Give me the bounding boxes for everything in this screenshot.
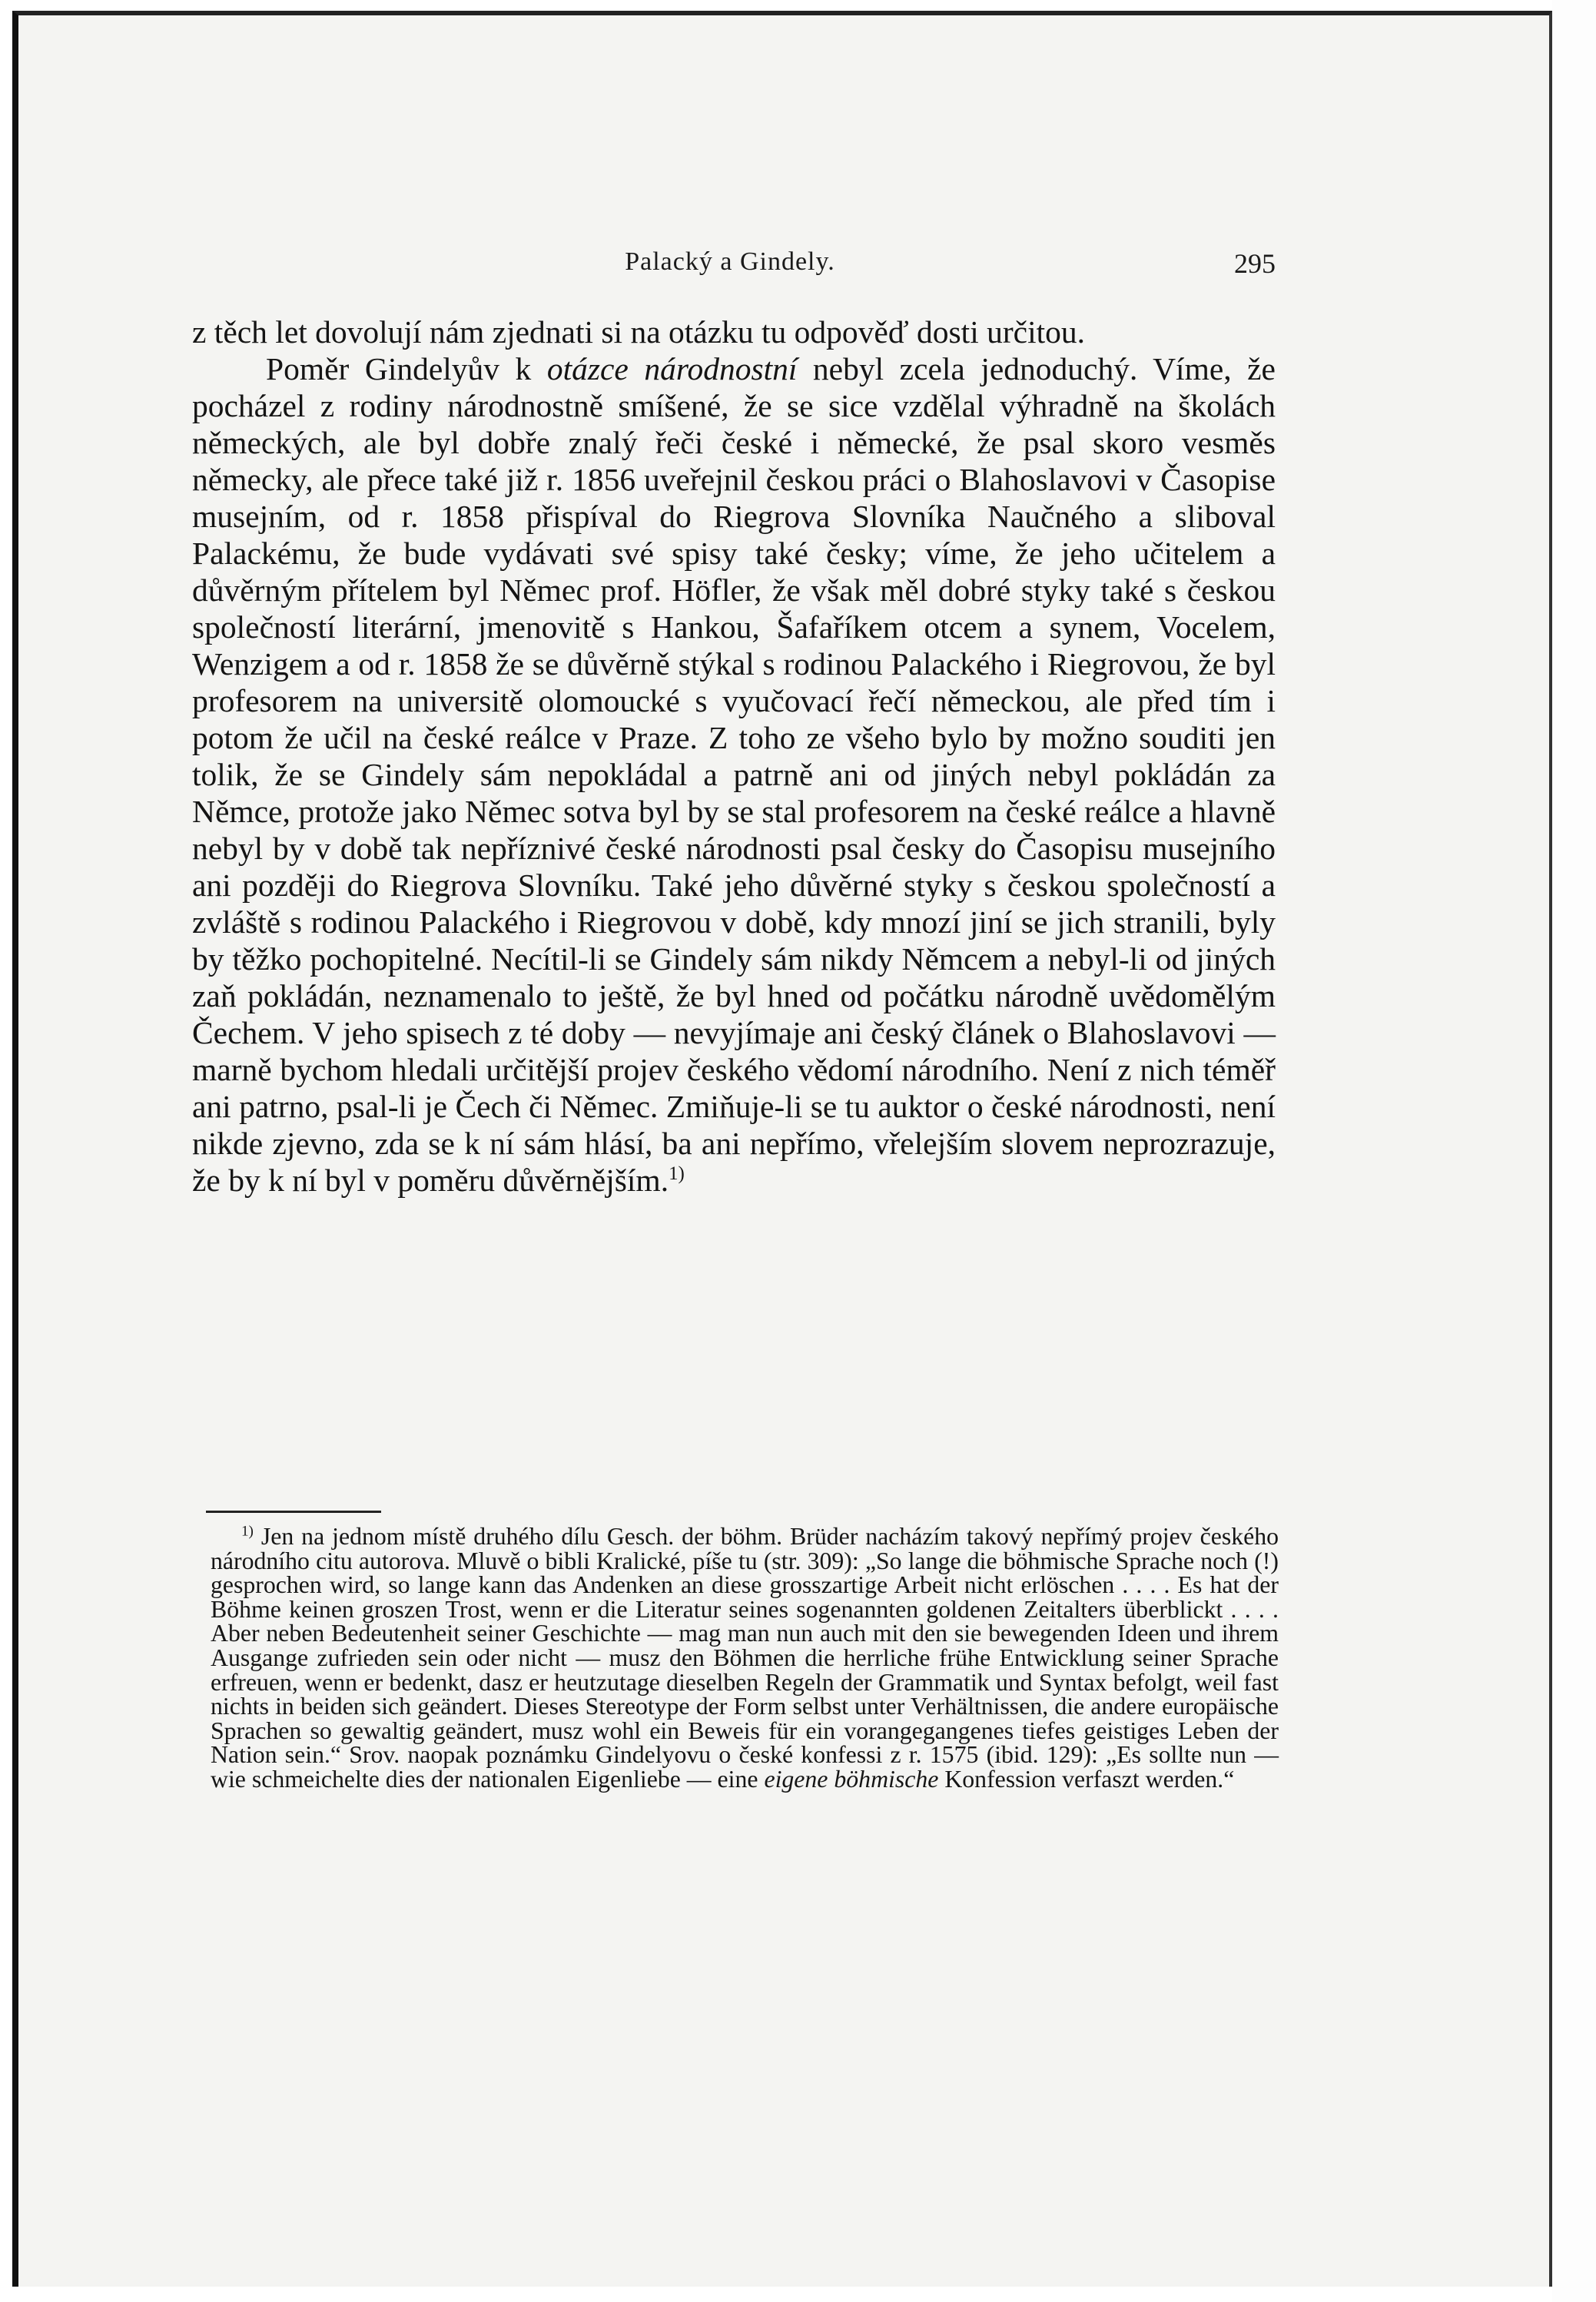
scan-margin — [1552, 0, 1596, 2302]
footnote-separator — [206, 1511, 381, 1513]
running-title: Palacký a Gindely. — [625, 247, 835, 276]
main-text — [192, 313, 1276, 1199]
footnote-reference: 1) — [669, 1163, 685, 1185]
emphasis-term: otázce národnostní — [546, 351, 798, 386]
footnote-text-1: Jen na jednom místě druhého dílu Gesch. der böhm. Brüder nacházím takový nepřímý projev českého národního citu autorova. Mluvě o bibli Kralické, píše tu (str. 309): „So lange die böhmische Sprache noch (!) gesprochen wird, so lange kann das Andenken an diese grosszartige Arbeit nicht erlöschen . . . . Es hat der Böhme keinen groszen Trost, wenn er die Literatur seines sogenannten goldenen Zeitalters überblickt . . . . Aber neben Bedeutenheit seiner Geschichte — mag man nun auch mit den sie bewegenden Ideen und ihrem Ausgange zufrieden sein oder nicht — musz den Böhmen die herrliche frühe Entwicklung seiner Sprache erfreuen, wenn er bedenkt, dasz er heutzutage dieselben Regeln der Grammatik und Syntax befolgt, weil fast nichts in beiden sich geändert. Dieses Stereotype der Form selbst unter Verhältnissen, die andere europäische Sprachen so gewaltig geändert, musz wohl ein Beweis für ein vorangegangenes tiefes geistiges Leben der Nation sein.“ Srov. naopak poznámku Gindelyovu o české konfessi z r. 1575 (ibid. 129): „Es sollte nun — wie schmeichelte dies der nationalen Eigenliebe — eine — [211, 1523, 1279, 1793]
page-number: 295 — [1234, 248, 1276, 279]
footnote-paragraph — [211, 1524, 1279, 1792]
paragraph-2-text: nebyl zcela jednoduchý. Víme, že pocházel z rodiny národnostně smíšené, že se sice vzdělal výhradně na školách německých, ale byl dobře znalý řeči české i německé, že psal skoro vesměs německy, ale přece také již r. 1856 uveřejnil českou práci o Blahoslavovi v Časopise musejním, od r. 1858 přispíval do Riegrova Slovníka Naučného a sliboval Palackému, že bude vydávati své spisy také česky; víme, že jeho učitelem a důvěrným přítelem byl Němec prof. Höfler, že však měl dobré styky také s českou společností literární, jmenovitě s Hankou, Šafaříkem otcem a synem, Vocelem, Wenzigem a od r. 1858 že se důvěrně stýkal s rodinou Palackého i Riegrovou, že byl profesorem na universitě olomoucké s vyučovací řečí německou, ale před tím i potom že učil na české reálce v Praze. Z toho ze všeho bylo by možno souditi jen tolik, že se Gindely sám nepokládal a patrně ani od jiných nebyl pokládán za Němce, protože jako Němec sotva byl by se stal profesorem na české reálce a hlavně nebyl by v době tak nepříznivé české národnosti psal česky do Časopisu musejního ani později do Riegrova Slovníku. Také jeho důvěrné styky s českou společností a zvláště s rodinou Palackého i Riegrovou v době, kdy mnozí jiní se jich stranili, byly by těžko pochopitelné. Necítil-li se Gindely sám nikdy Němcem a nebyl-li od jiných zaň pokládán, neznamenalo to ještě, že byl hned od počátku národně uvědomělým Čechem. V jeho spisech z té doby — nevyjímaje ani český článek o Blahoslavovi — marně bychom hledali určitější projev českého vědomí národního. Není z nich téměř ani patrno, psal-li je Čech či Němec. Zmiňuje-li se tu auktor o české národnosti, není nikde zjevno, zda se k ní sám hlásí, ba ani nepřímo, vřelejším slovem neprozrazuje, že by k ní byl v poměru důvěrnějším. — [192, 351, 1276, 1198]
footnote-text-2: Konfession verfaszt werden.“ — [938, 1765, 1235, 1793]
running-header — [184, 247, 1276, 277]
paragraph-2-lead: Poměr Gindelyův k — [266, 351, 547, 386]
paragraph-1: z těch let dovolují nám zjednati si na otázku tu odpověď dosti určitou. — [192, 314, 1086, 350]
paragraph-2 — [192, 350, 1276, 1199]
footnote — [211, 1524, 1279, 1792]
footnote-emphasis: eigene böhmische — [764, 1765, 939, 1793]
footnote-marker: 1) — [241, 1523, 254, 1540]
